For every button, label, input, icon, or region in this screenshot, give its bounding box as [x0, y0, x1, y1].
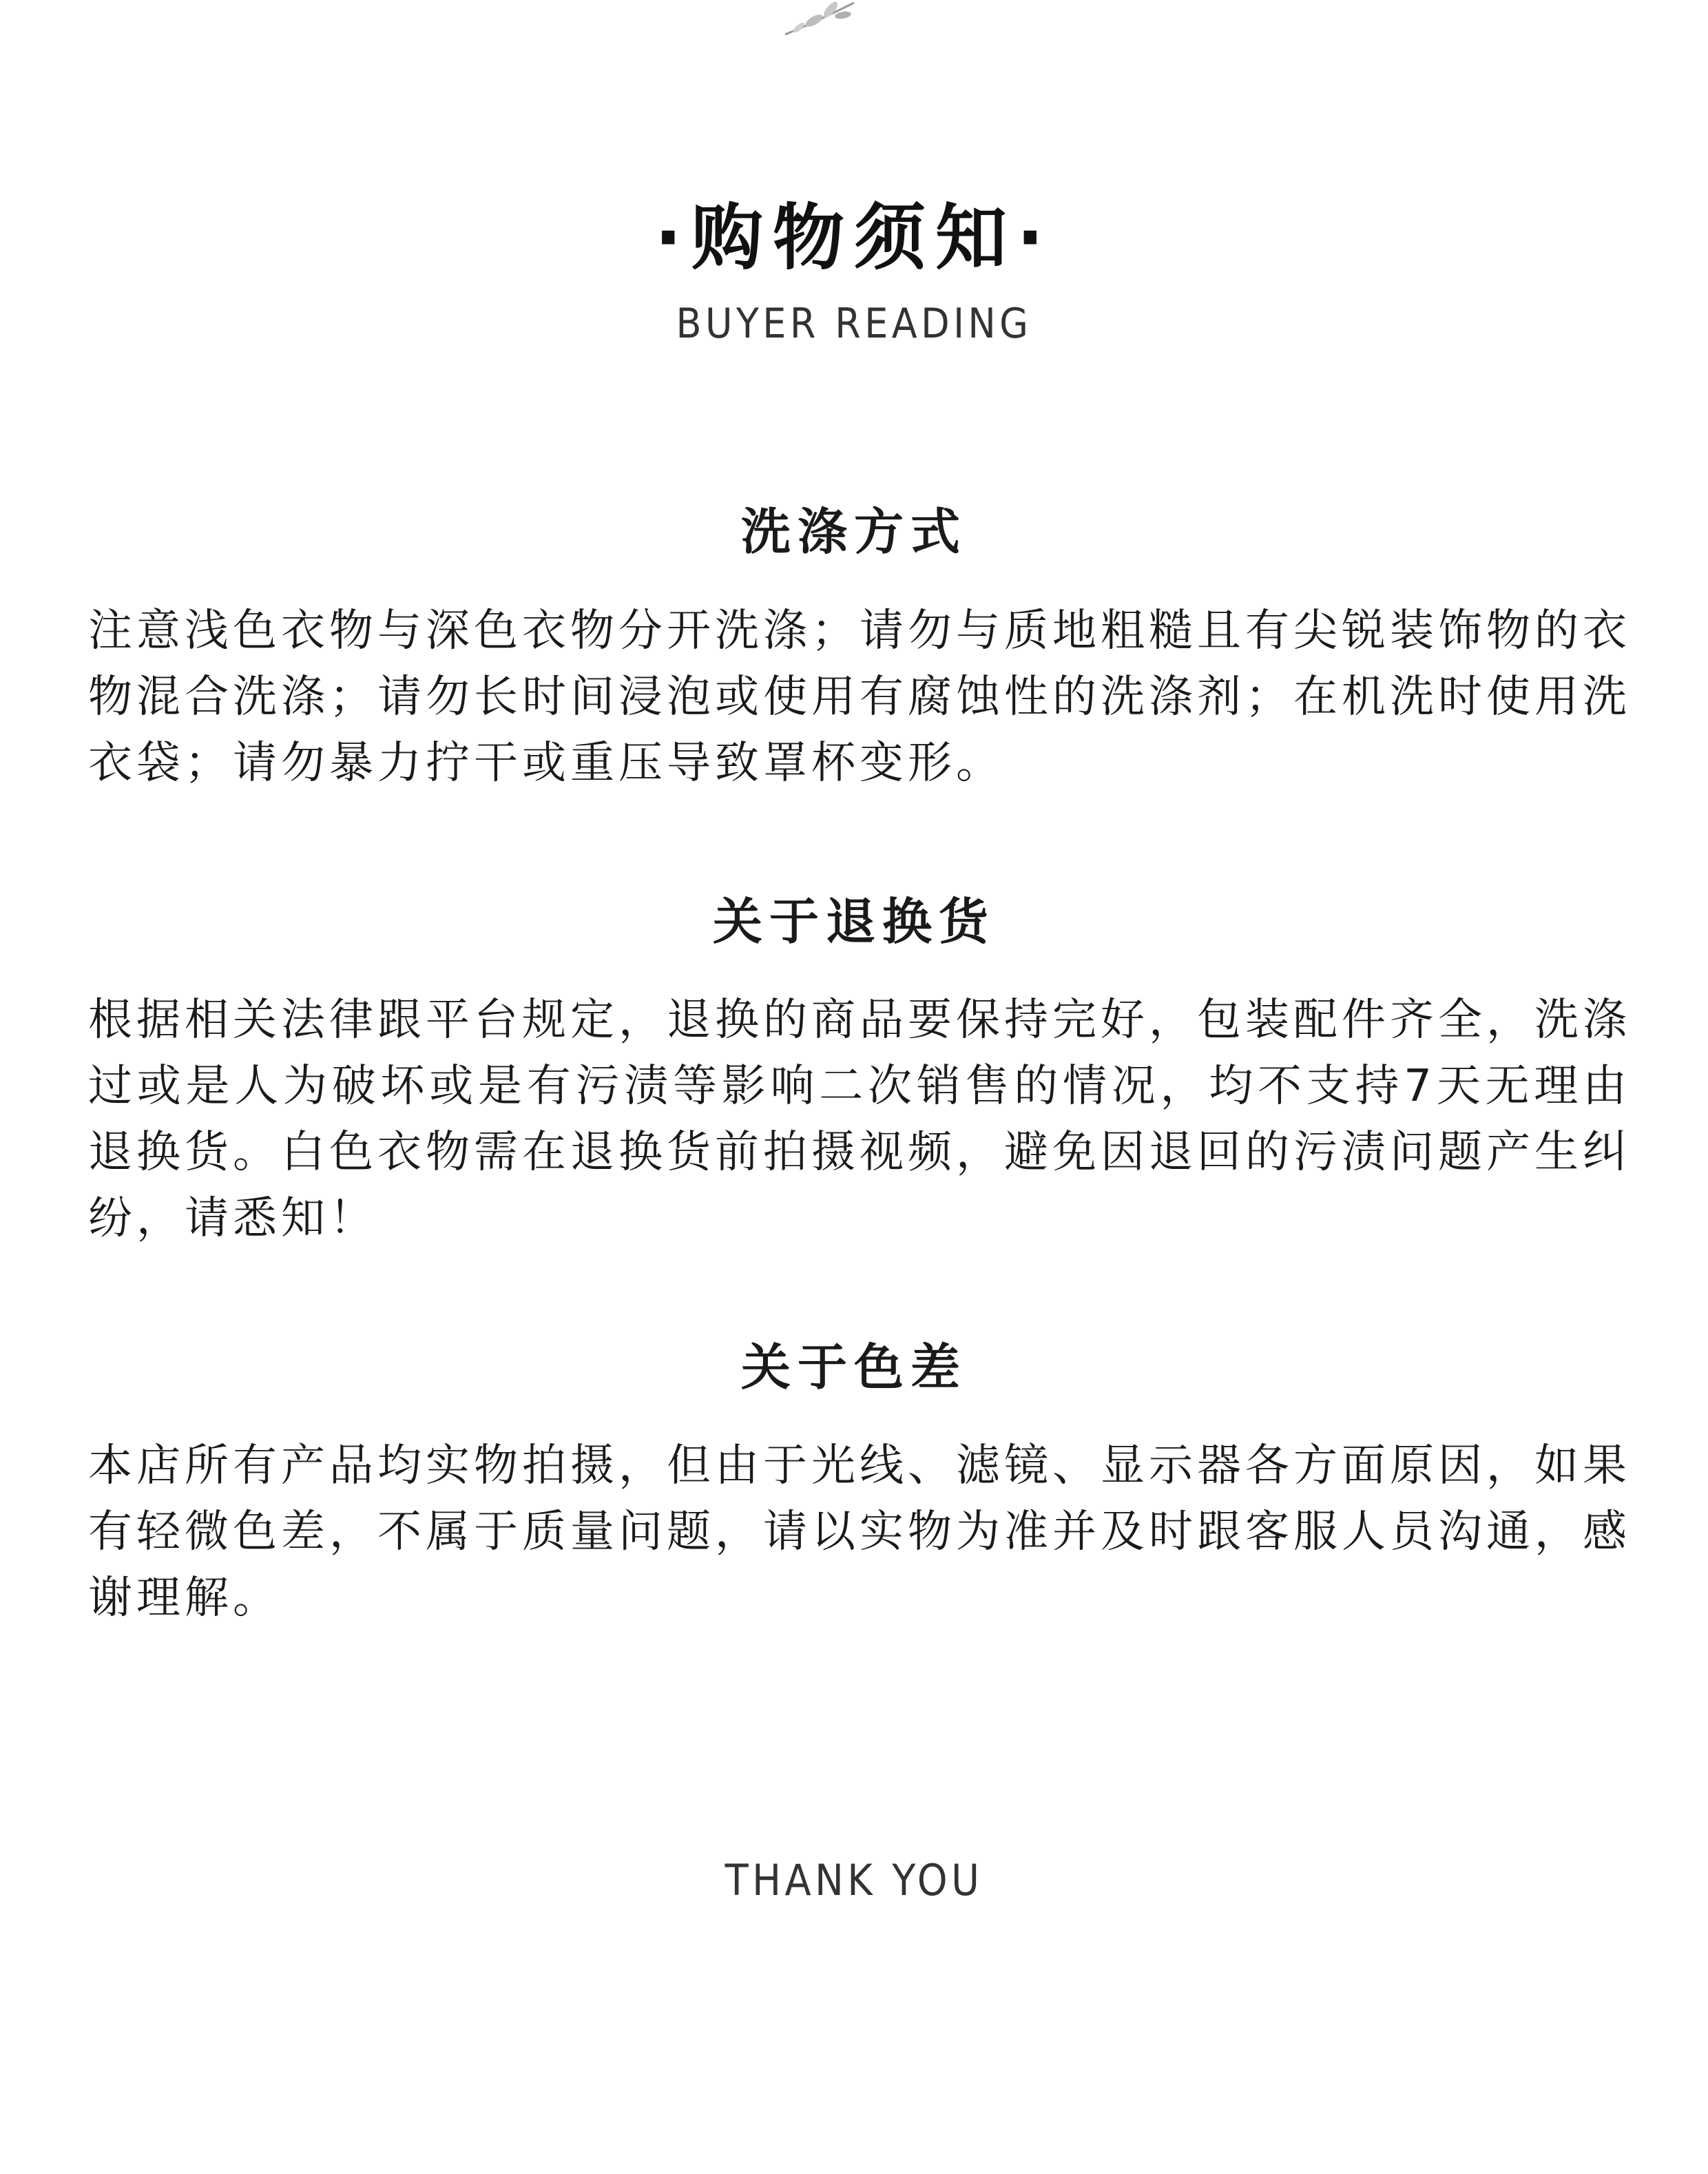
- section-heading-color: 关于色差: [740, 1338, 967, 1396]
- page-subtitle: BUYER READING: [676, 300, 1032, 348]
- section-heading-returns: 关于退换货: [712, 893, 995, 951]
- section-heading-washing: 洗涤方式: [740, 503, 967, 561]
- page-title: ·购物须知·: [654, 196, 1054, 280]
- thank-you-text: THANK YOU: [725, 1855, 983, 1905]
- section-body-color: 本店所有产品均实物拍摄，但由于光线、滤镜、显示器各方面原因，如果有轻微色差，不属于质量问题，请以实物为准并及时跟客服人员沟通，感谢理解。: [88, 1440, 1631, 1624]
- leaf-sprig-icon: [771, 0, 882, 39]
- section-body-returns: 根据相关法律跟平台规定，退换的商品要保持完好，包装配件齐全，洗涤过或是人为破坏或是有污渍等影响二次销售的情况，均不支持7天无理由退换货。白色衣物需在退换货前拍摄视频，避免因退回的污渍问题产生纠纷，请悉知！: [88, 995, 1631, 1244]
- section-body-washing: 注意浅色衣物与深色衣物分开洗涤；请勿与质地粗糙且有尖锐装饰物的衣物混合洗涤；请勿长时间浸泡或使用有腐蚀性的洗涤剂；在机洗时使用洗衣袋；请勿暴力拧干或重压导致罩杯变形。: [88, 605, 1631, 789]
